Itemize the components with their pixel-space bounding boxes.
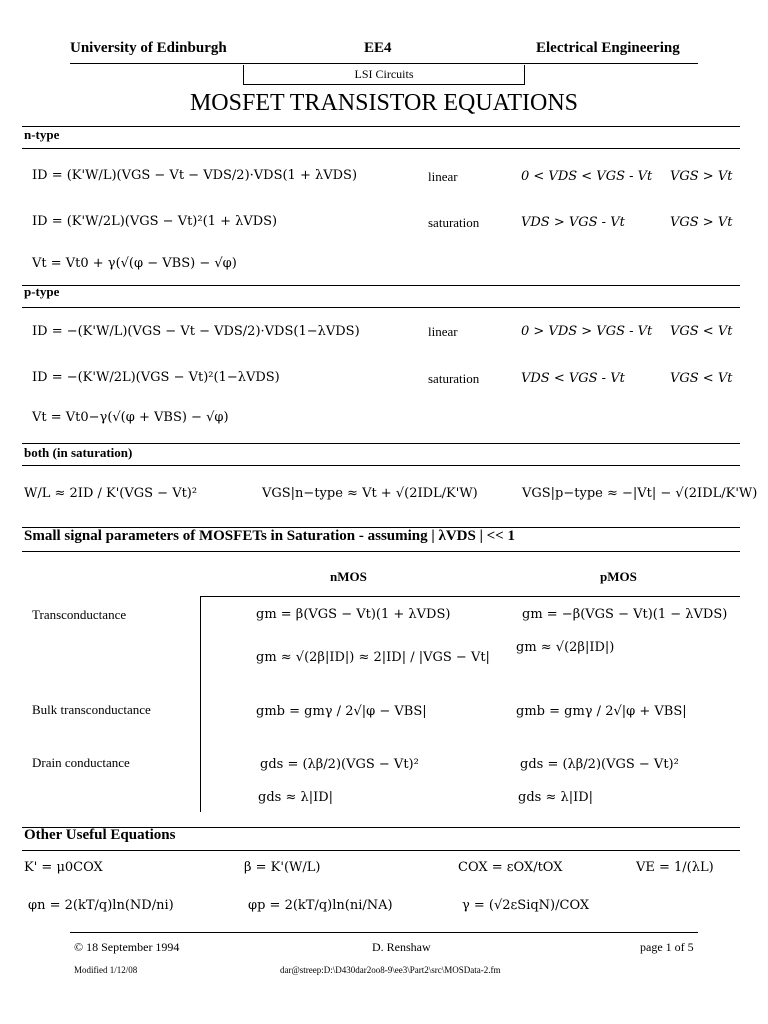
copyright-text: © 18 September 1994 [74,940,180,954]
gmb-pmos-equation: gmb = gmγ / 2√|φ + VBS| [516,704,687,719]
drain-conductance-label: Drain conductance [32,755,130,770]
kprime-equation: K' = μ0COX [24,860,103,875]
ntype-threshold-equation: Vt = Vt0 + γ(√(φ − VBS) − √φ) [32,256,237,271]
gds-nmos-approx-equation: gds ≈ λ|ID| [258,790,334,805]
both-top-rule [22,443,740,444]
ptype-linear-condition: 0 > VDS > VGS - Vt [521,324,653,339]
subtitle-box [243,65,525,85]
both-bottom-rule [22,465,740,466]
header-rule [70,63,698,64]
cox-equation: COX = εOX/tOX [458,860,563,875]
gm-nmos-equation: gm = β(VGS − Vt)(1 + λVDS) [256,607,451,622]
both-vgs-ptype-equation: VGS|p−type ≈ −|Vt| − √(2IDL/K'W) [522,486,758,501]
small-signal-heading: Small signal parameters of MOSFETs in Saturation - assuming | λVDS | << 1 [24,528,515,544]
ntype-saturation-condition: VDS > VGS - Vt [521,215,625,230]
table-top-rule [200,596,740,597]
page-number: page 1 of 5 [640,940,694,954]
ntype-linear-equation: ID = (K'W/L)(VGS − Vt − VDS/2)·VDS(1 + λVDS) [32,168,358,183]
page-title: MOSFET TRANSISTOR EQUATIONS [189,90,579,116]
pmos-column-header: pMOS [600,569,637,584]
ve-equation: VE = 1/(λL) [636,860,714,875]
ptype-saturation-equation: ID = −(K'W/2L)(VGS − Vt)²(1−λVDS) [32,370,280,385]
both-heading: both (in saturation) [24,445,133,460]
course-code: EE4 [364,40,392,56]
ntype-linear-region: linear [428,169,458,184]
phip-equation: φp = 2(kT/q)ln(ni/NA) [248,898,393,913]
ntype-saturation-region: saturation [428,215,480,230]
file-path: dar@streep:D:\D430dar2oo8-9\ee3\Part2\src\MOSData-2.fm [280,965,501,975]
ptype-saturation-condition: VDS < VGS - Vt [521,371,625,386]
ntype-saturation-gate: VGS > Vt [670,215,733,230]
ntype-saturation-equation: ID = (K'W/2L)(VGS − Vt)²(1 + λVDS) [32,214,278,229]
ptype-saturation-region: saturation [428,371,480,386]
ntype-bottom-rule [22,148,740,149]
other-heading: Other Useful Equations [24,827,176,843]
ptype-linear-equation: ID = −(K'W/L)(VGS − Vt − VDS/2)·VDS(1−λVDS) [32,324,360,339]
ntype-heading: n-type [24,127,60,142]
ntype-linear-condition: 0 < VDS < VGS - Vt [521,169,653,184]
transconductance-label: Transconductance [32,607,127,622]
nmos-column-header: nMOS [330,569,367,584]
ptype-saturation-gate: VGS < Vt [670,371,733,386]
beta-equation: β = K'(W/L) [244,860,321,875]
ptype-heading: p-type [24,284,60,299]
gm-nmos-approx-equation: gm ≈ √(2β|ID|) ≈ 2|ID| / |VGS − Vt| [256,650,490,665]
small-signal-bottom-rule [22,551,740,552]
gds-nmos-equation: gds = (λβ/2)(VGS − Vt)² [260,757,419,772]
university-name: University of Edinburgh [70,40,227,56]
phin-equation: φn = 2(kT/q)ln(ND/ni) [28,898,174,913]
other-bottom-rule [22,850,740,851]
ntype-top-rule [22,126,740,127]
both-vgs-ntype-equation: VGS|n−type ≈ Vt + √(2IDL/K'W) [262,486,478,501]
footer-rule [70,932,698,933]
gamma-equation: γ = (√2εSiqN)/COX [462,898,590,913]
both-wl-equation: W/L ≈ 2ID / K'(VGS − Vt)² [24,486,198,501]
bulk-transconductance-label: Bulk transconductance [32,702,151,717]
subtitle: LSI Circuits [354,67,414,81]
modified-date: Modified 1/12/08 [74,965,138,975]
department-name: Electrical Engineering [536,40,680,56]
gm-pmos-equation: gm = −β(VGS − Vt)(1 − λVDS) [522,607,728,622]
gmb-nmos-equation: gmb = gmγ / 2√|φ − VBS| [256,704,427,719]
gm-pmos-approx-equation: gm ≈ √(2β|ID|) [516,640,615,655]
ptype-linear-gate: VGS < Vt [670,324,733,339]
table-left-rule [200,596,201,812]
ptype-threshold-equation: Vt = Vt0−γ(√(φ + VBS) − √φ) [32,410,229,425]
gds-pmos-equation: gds = (λβ/2)(VGS − Vt)² [520,757,679,772]
ptype-top-rule [22,285,740,286]
gds-pmos-approx-equation: gds ≈ λ|ID| [518,790,594,805]
author-text: D. Renshaw [372,940,431,954]
ntype-linear-gate: VGS > Vt [670,169,733,184]
ptype-bottom-rule [22,307,740,308]
ptype-linear-region: linear [428,324,458,339]
